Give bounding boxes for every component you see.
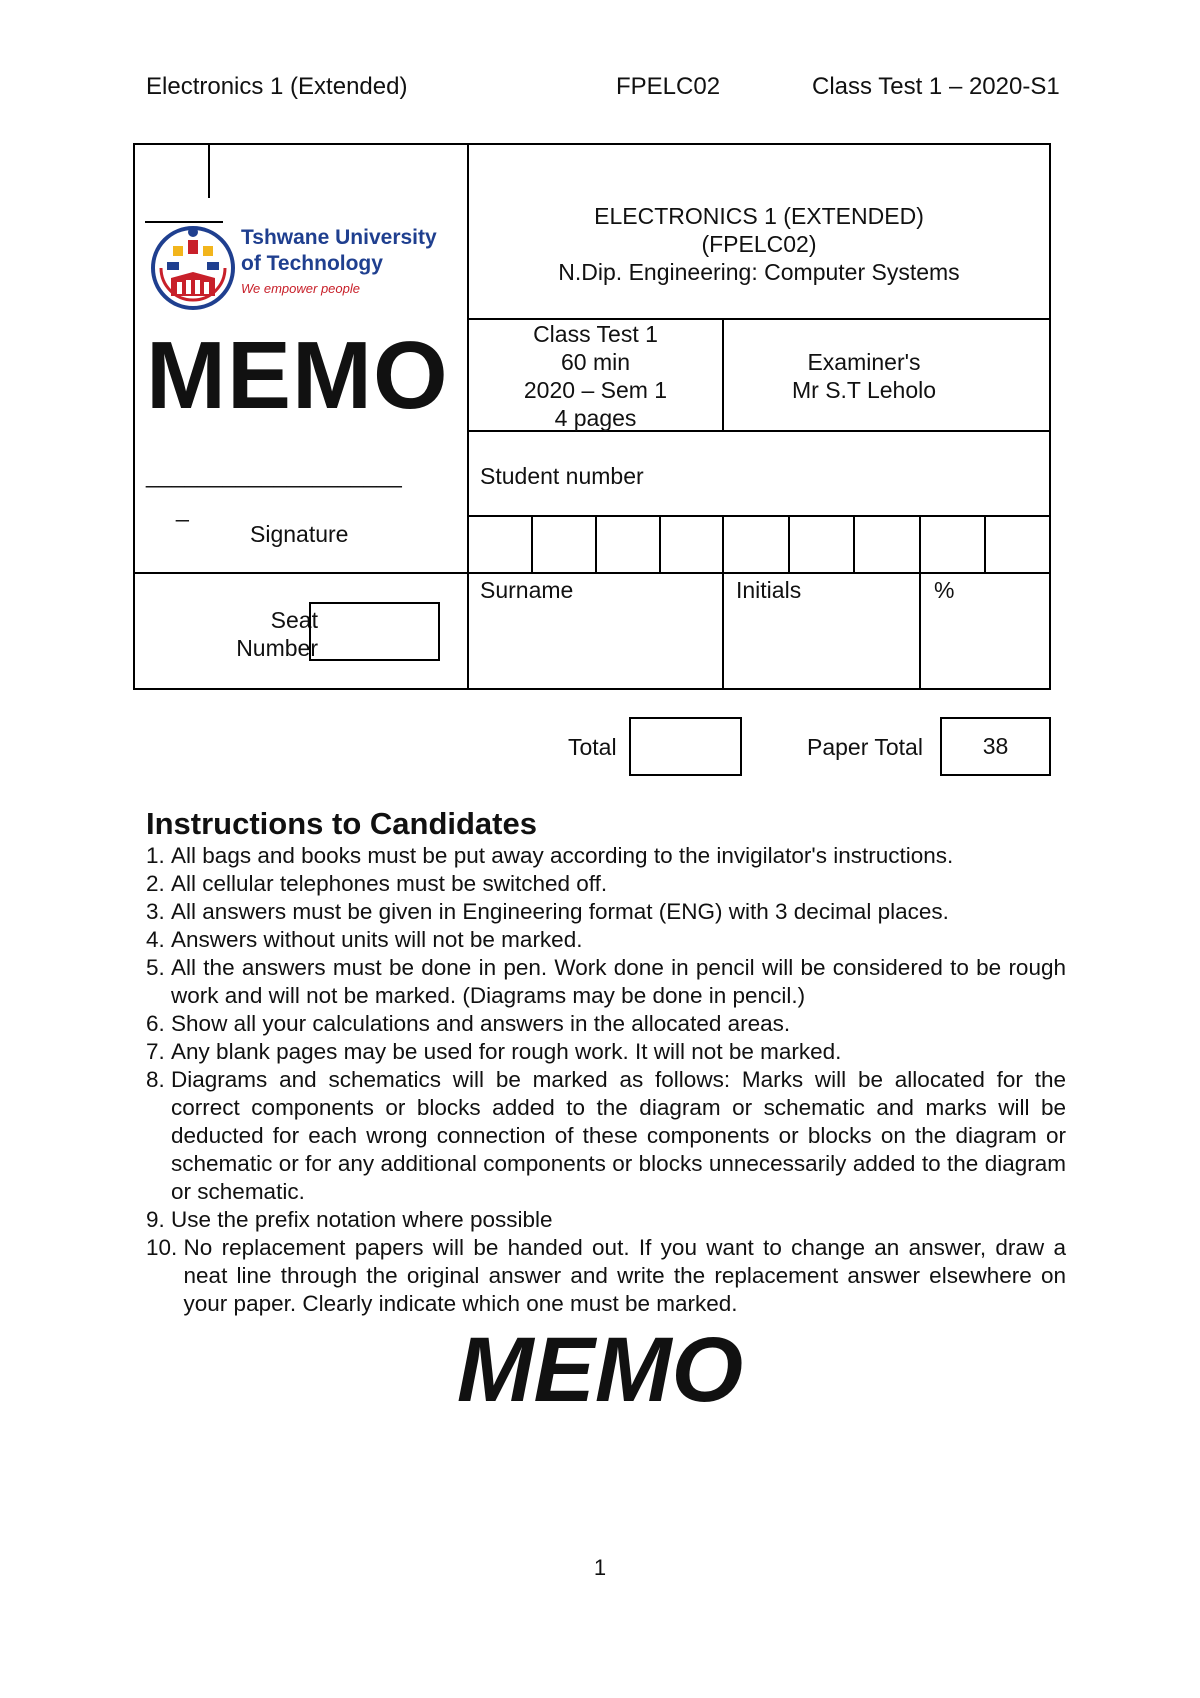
instruction-number: 10. — [146, 1235, 184, 1260]
instruction-item — [146, 1066, 1066, 1206]
total-box[interactable] — [629, 717, 742, 776]
instruction-item — [146, 954, 1066, 1010]
instruction-number: 3. — [146, 899, 172, 924]
signature-line: ____________________ — [146, 462, 402, 488]
seat-number-label — [198, 606, 318, 662]
signature-dash: _ — [176, 496, 189, 522]
memo-watermark: MEMO — [456, 1319, 744, 1421]
university-logo — [147, 220, 442, 312]
instruction-text: Use the prefix notation where possible — [171, 1207, 553, 1232]
initials-label: Initials — [736, 577, 802, 603]
seat-label-line1: Seat — [270, 607, 318, 633]
memo-label: MEMO — [146, 322, 449, 429]
instruction-text: Answers without units will not be marked. — [171, 927, 583, 952]
instruction-number: 8. — [146, 1067, 172, 1092]
percent-field[interactable] — [921, 605, 1049, 687]
examiner-info — [724, 348, 1004, 404]
instruction-text: Show all your calculations and answers in the allocated areas. — [171, 1011, 791, 1036]
signature-label: Signature — [250, 521, 349, 547]
instruction-number: 5. — [146, 955, 172, 980]
instruction-text: Diagrams and schematics will be marked as follows: Marks will be allocated for the correct components or blocks added to the diagram or schematic and marks will be deducted for each wrong connection of these components or blocks on the diagram or schematic or for any additional components or blocks unnecessarily added to the diagram or schematic. — [171, 1067, 1066, 1204]
instruction-number: 7. — [146, 1039, 172, 1064]
initials-field[interactable] — [724, 605, 919, 687]
student-number-field[interactable] — [469, 517, 1049, 572]
instruction-item — [146, 926, 1066, 954]
student-number-label: Student number — [480, 463, 644, 489]
total-label: Total — [568, 734, 617, 760]
instruction-text: Any blank pages may be used for rough work. It will not be marked. — [171, 1039, 842, 1064]
test-duration: 60 min — [560, 349, 631, 375]
seat-label-line2: Number — [236, 635, 318, 661]
logo-line-1: Tshwane University — [241, 226, 437, 249]
course-code: (FPELC02) — [701, 231, 817, 257]
examiner-label: Examiner's — [807, 349, 921, 375]
logo-slogan: We empower people — [241, 281, 360, 296]
instruction-number: 2. — [146, 871, 172, 896]
test-pages: 4 pages — [554, 405, 637, 431]
title-block — [469, 202, 1049, 286]
percent-label: % — [934, 577, 955, 603]
header-course: Electronics 1 (Extended) — [146, 73, 408, 100]
instruction-item — [146, 1038, 1066, 1066]
programme-name: N.Dip. Engineering: Computer Systems — [558, 259, 960, 285]
instruction-text: No replacement papers will be handed out. If you want to change an answer, draw a neat line through the original answer and write the replacement answer elsewhere on your paper. Clearly indicate which one must be marked. — [183, 1235, 1066, 1316]
instructions-list — [146, 842, 1066, 1318]
instruction-item — [146, 1010, 1066, 1038]
university-crest-icon — [147, 220, 239, 312]
header-test: Class Test 1 – 2020-S1 — [812, 73, 1060, 100]
header-code: FPELC02 — [616, 73, 721, 100]
instruction-number: 4. — [146, 927, 172, 952]
instructions-title: Instructions to Candidates — [146, 806, 537, 841]
instruction-number: 6. — [146, 1011, 172, 1036]
instruction-item — [146, 1206, 1066, 1234]
seat-number-box[interactable] — [309, 602, 440, 661]
instruction-item — [146, 842, 1066, 870]
test-name: Class Test 1 — [533, 321, 658, 347]
instruction-number: 9. — [146, 1207, 172, 1232]
page-number: 1 — [593, 1555, 607, 1580]
instruction-text: All cellular telephones must be switched off. — [171, 871, 608, 896]
paper-total-value: 38 — [940, 717, 1051, 776]
surname-field[interactable] — [469, 605, 722, 687]
instruction-item — [146, 870, 1066, 898]
instruction-number: 1. — [146, 843, 172, 868]
examiner-name: Mr S.T Leholo — [791, 377, 937, 403]
instruction-text: All bags and books must be put away according to the invigilator's instructions. — [171, 843, 954, 868]
instruction-item — [146, 1234, 1066, 1318]
test-info — [469, 320, 722, 432]
instruction-text: All answers must be given in Engineering format (ENG) with 3 decimal places. — [171, 899, 949, 924]
course-title: ELECTRONICS 1 (EXTENDED) — [594, 203, 924, 229]
instruction-text: All the answers must be done in pen. Work done in pencil will be considered to be rough work and will not be marked. (Diagrams may be done in pencil.) — [171, 955, 1066, 1008]
paper-total-label: Paper Total — [807, 734, 923, 760]
surname-label: Surname — [480, 577, 574, 603]
test-period: 2020 – Sem 1 — [523, 377, 668, 403]
instruction-item — [146, 898, 1066, 926]
logo-line-2: of Technology — [241, 252, 383, 275]
